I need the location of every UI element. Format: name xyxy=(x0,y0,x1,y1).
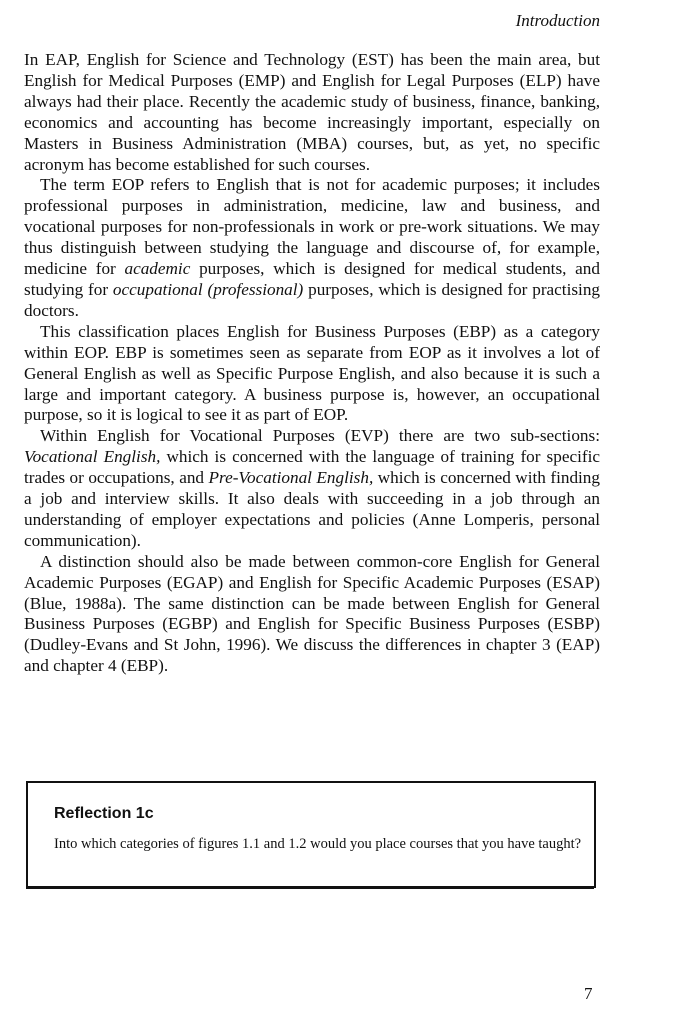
body-text xyxy=(24,50,600,677)
text-run: which is concerned with finding a job and interview skills. It also deals with succeeding in a job through an understanding of employer expectations and policies (Anne Lomperis, personal communication). xyxy=(24,468,600,550)
text-run: purposes, which is designed for medical students, and studying for xyxy=(24,259,600,299)
text-run: Within English for Vocational Purposes (EVP) there are two sub-sections: xyxy=(40,426,600,446)
running-header: Introduction xyxy=(515,11,600,30)
paragraph xyxy=(24,50,600,175)
italic-text-run: academic xyxy=(124,259,191,279)
page-number: 7 xyxy=(584,984,593,1003)
reflection-text: Into which categories of figures 1.1 and 1.2 would you place courses that you have taught? xyxy=(54,836,582,852)
text-run: purposes, which is designed for practising doctors. xyxy=(24,279,601,320)
italic-text-run: Vocational English, xyxy=(24,447,161,467)
text-run: In EAP, English for Science and Technology (EST) has been the main area, but English for Medical Purposes (EMP) and English for Legal Purposes (ELP) have always had their place. Recently the academic study of business, finance, banking, economics and accounting has become increasingly important, especially on Masters in Business Administration (MBA) courses, but, as yet, no specific acronym has become established for such courses. xyxy=(24,50,600,174)
italic-text-run: Pre-Vocational English, xyxy=(208,468,374,488)
paragraph xyxy=(24,552,600,677)
text-run: The term EOP refers to English that is not for academic purposes; it includes professional purposes in administration, medicine, law and business, and vocational purposes for non-professionals in work or pre-work situations. We may thus distinguish between studying the language and discourse of, for example, medicine for xyxy=(24,175,600,279)
paragraph xyxy=(24,175,600,321)
paragraph xyxy=(24,426,600,551)
text-run: A distinction should also be made between common-core English for General Academic Purposes (EGAP) and English for Specific Academic Purposes (ESAP) (Blue, 1988a). The same distinction can be made between English for General Business Purposes (EGBP) and English for Specific Business Purposes (ESBP) (Dudley-Evans and St John, 1996). We discuss the differences in chapter 3 (EAP) and chapter 4 (EBP). xyxy=(24,551,600,676)
text-run: which is concerned with the language of training for specific trades or occupations, and xyxy=(24,447,600,488)
paragraph xyxy=(24,322,600,427)
reflection-box xyxy=(26,781,596,888)
text-run: This classification places English for Business Purposes (EBP) as a category within EOP. EBP is sometimes seen as separate from EOP as it involves a lot of General English as well as Specific Purpose English, and also because it is such a large and important category. A business purpose is, however, an occupational purpose, so it is logical to see it as part of EOP. xyxy=(24,321,600,425)
italic-text-run: occupational (professional) xyxy=(112,279,304,299)
reflection-title: Reflection 1c xyxy=(54,805,154,822)
